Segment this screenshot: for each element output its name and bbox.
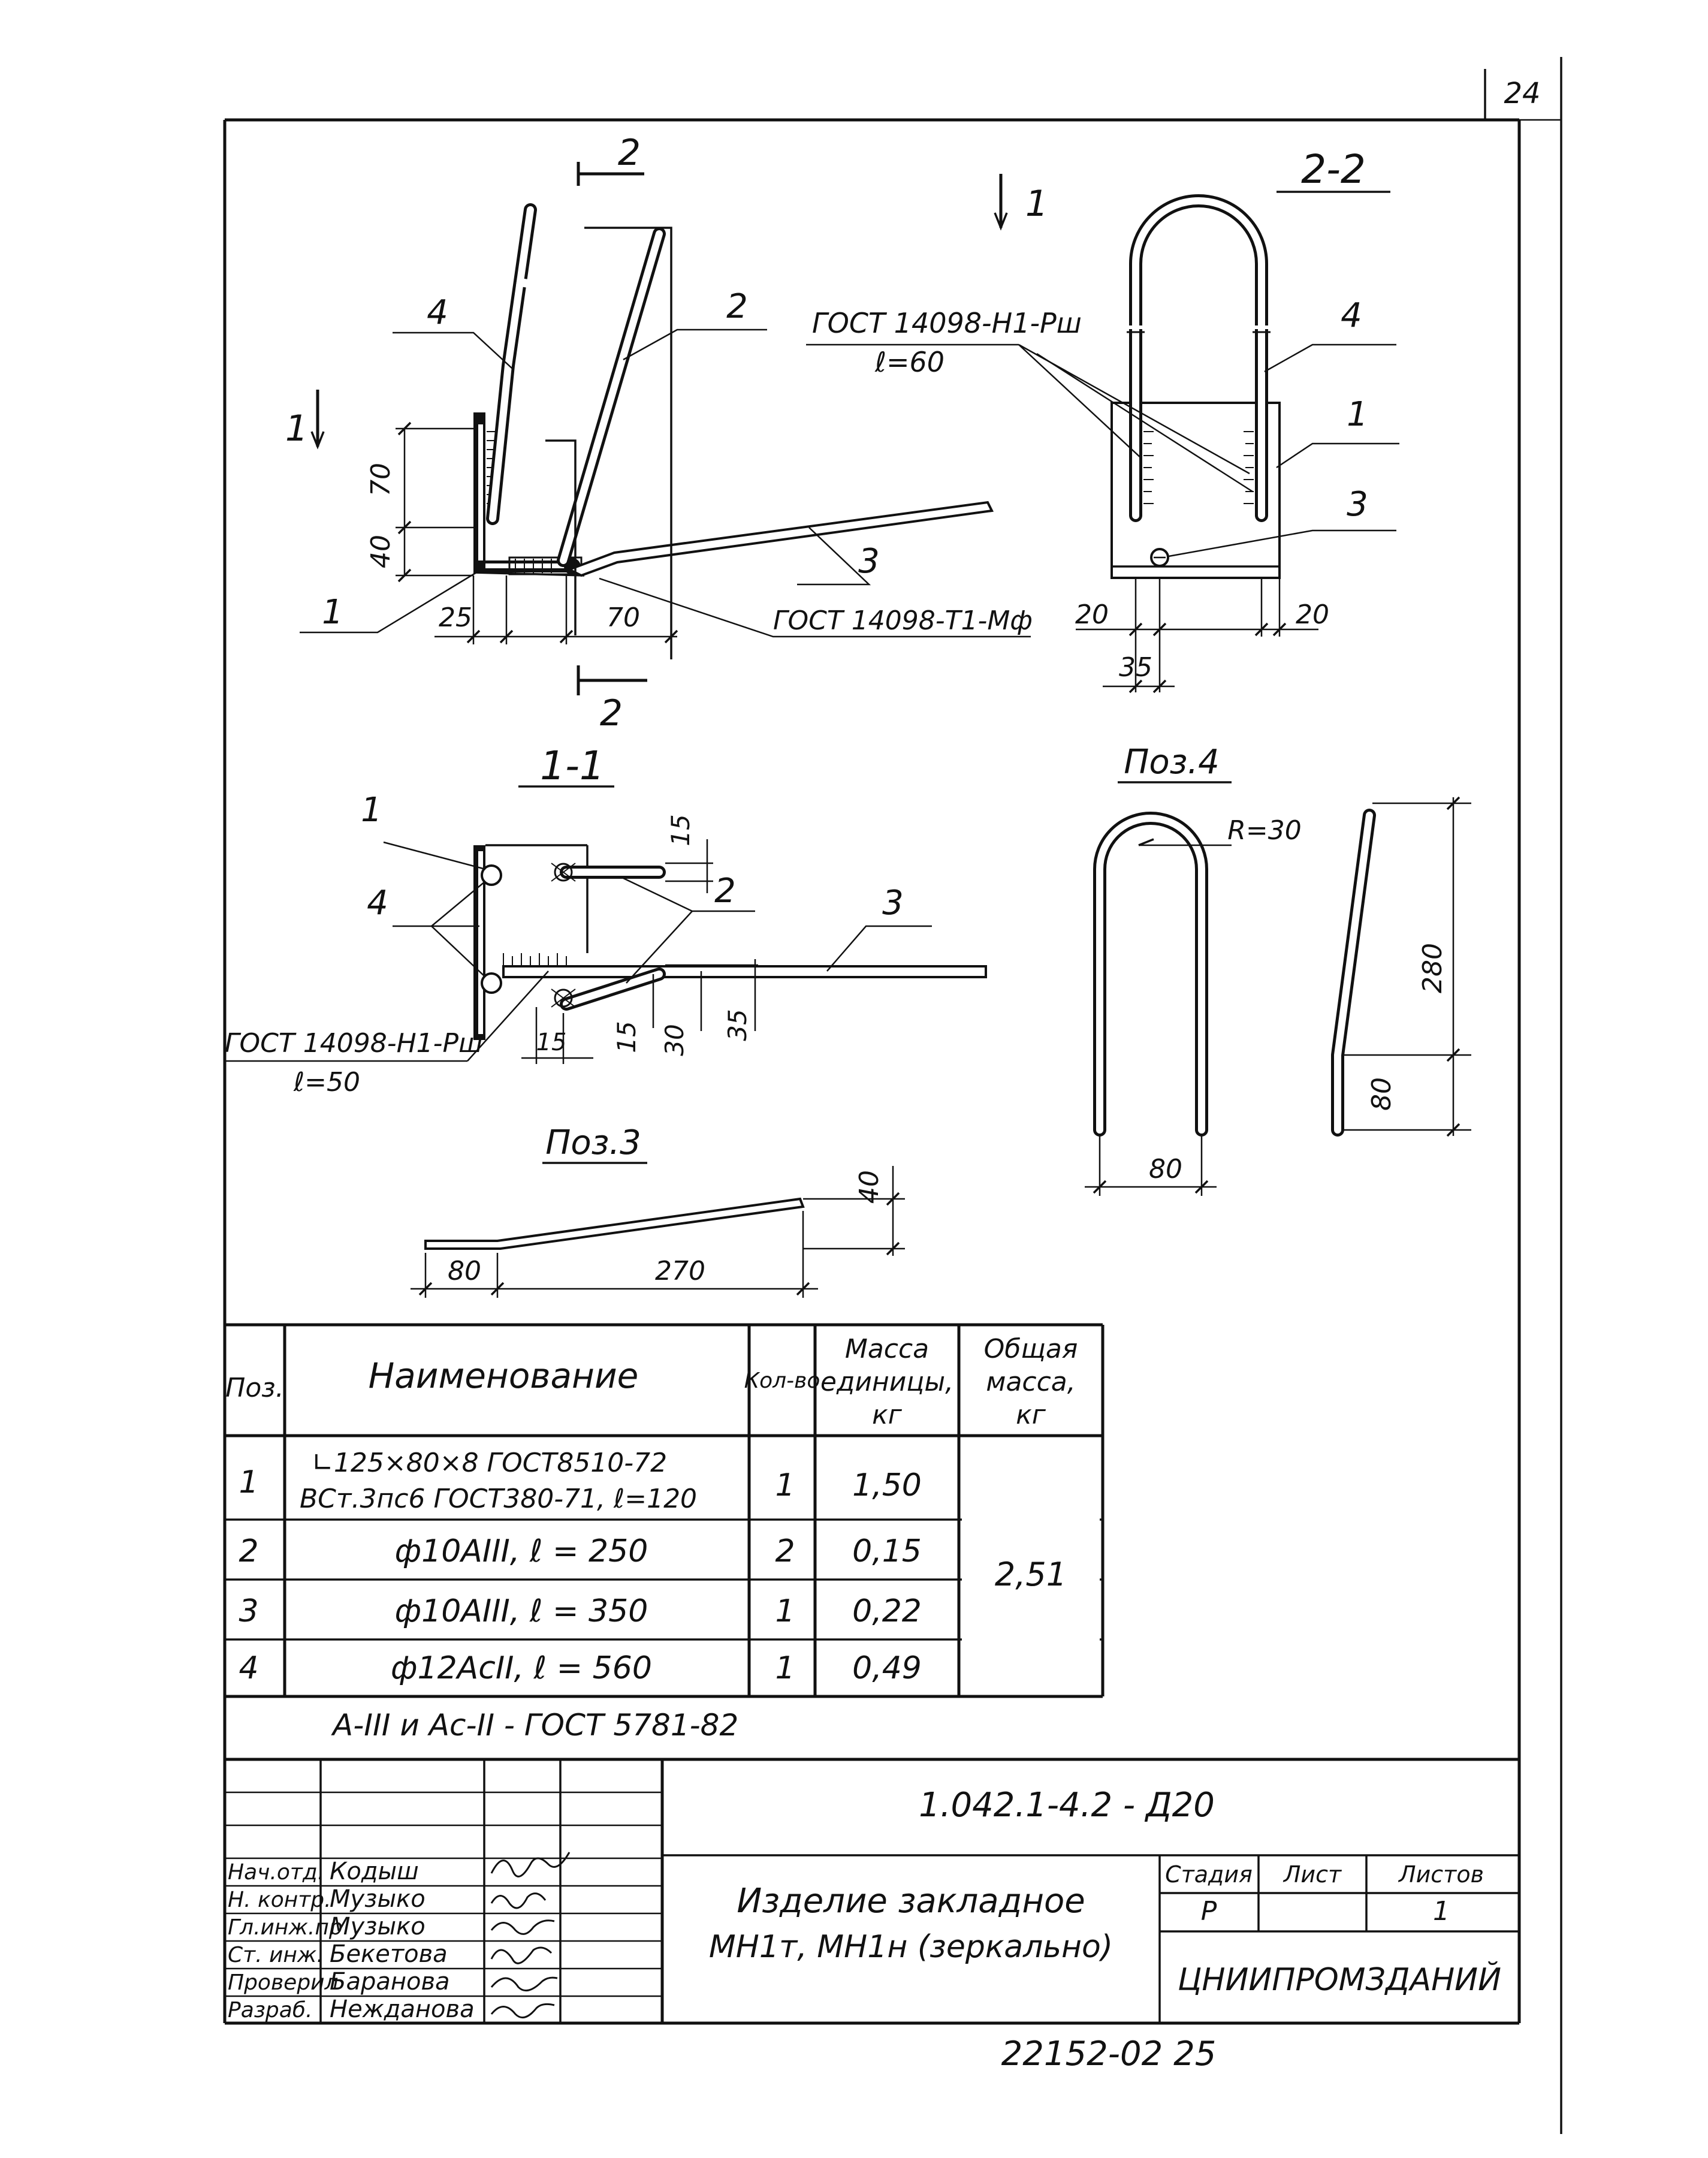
svg-text:30: 30 bbox=[660, 1024, 689, 1056]
svg-text:2: 2 bbox=[775, 1533, 795, 1569]
section-marker-2-bottom bbox=[578, 665, 647, 734]
section-marker-1-right bbox=[995, 174, 1048, 228]
svg-text:ГОСТ 14098-Н1-Рш: ГОСТ 14098-Н1-Рш bbox=[812, 307, 1082, 339]
pos-4-u-hook bbox=[1100, 818, 1202, 1130]
svg-text:1: 1 bbox=[1025, 183, 1049, 225]
svg-text:80: 80 bbox=[448, 1256, 481, 1286]
spec-header-unit-mass-3: кг bbox=[872, 1400, 902, 1430]
section-2-2-weld-hatch bbox=[1143, 432, 1254, 504]
signature-row bbox=[228, 1885, 426, 1913]
svg-text:15: 15 bbox=[612, 1021, 641, 1053]
svg-text:1: 1 bbox=[775, 1467, 795, 1503]
svg-text:3: 3 bbox=[1347, 485, 1368, 524]
handwritten-signatures bbox=[491, 1852, 569, 2018]
svg-text:35: 35 bbox=[1119, 652, 1152, 683]
svg-text:4: 4 bbox=[1341, 296, 1362, 335]
svg-text:40: 40 bbox=[854, 1170, 885, 1204]
spec-header-name: Наименование bbox=[368, 1355, 639, 1396]
signature-row bbox=[228, 1913, 426, 1940]
svg-text:25: 25 bbox=[439, 602, 472, 633]
leader-pos-4 bbox=[393, 293, 512, 369]
svg-text:70: 70 bbox=[366, 463, 396, 496]
svg-text:2: 2 bbox=[726, 287, 748, 326]
svg-text:1: 1 bbox=[1347, 395, 1368, 434]
svg-text:Разраб.: Разраб. bbox=[228, 1998, 313, 2023]
svg-text:35: 35 bbox=[723, 1009, 752, 1041]
svg-text:Кодыш: Кодыш bbox=[330, 1858, 419, 1885]
svg-text:Нач.отд.: Нач.отд. bbox=[228, 1860, 325, 1885]
svg-text:280: 280 bbox=[1417, 943, 1448, 993]
sheet-number: 24 bbox=[1504, 77, 1541, 110]
svg-text:20: 20 bbox=[1075, 599, 1109, 630]
svg-text:ГОСТ 14098-Н1-Рш: ГОСТ 14098-Н1-Рш bbox=[225, 1028, 483, 1059]
svg-text:2: 2 bbox=[617, 132, 641, 174]
svg-text:ф10АIII, ℓ = 250: ф10АIII, ℓ = 250 bbox=[394, 1533, 648, 1569]
spec-table bbox=[225, 1325, 1103, 1743]
section-2-2-u-bar bbox=[1136, 201, 1262, 516]
spec-header-total-mass-3: кг bbox=[1016, 1400, 1046, 1430]
svg-text:0,22: 0,22 bbox=[852, 1593, 922, 1629]
section-2-2-gost-leader bbox=[806, 307, 1253, 492]
svg-text:∟125×80×8 ГОСТ8510-72: ∟125×80×8 ГОСТ8510-72 bbox=[312, 1448, 668, 1478]
svg-text:1,50: 1,50 bbox=[852, 1467, 922, 1503]
svg-text:ℓ=60: ℓ=60 bbox=[875, 346, 945, 378]
leader-gost-t1 bbox=[599, 578, 1033, 637]
stage-value: Р bbox=[1200, 1896, 1217, 1927]
svg-text:4: 4 bbox=[427, 293, 448, 332]
spec-header-qty: Кол-во bbox=[744, 1369, 820, 1393]
table-row bbox=[239, 1650, 921, 1686]
svg-text:Н. контр.: Н. контр. bbox=[228, 1888, 331, 1912]
stage-label: Стадия bbox=[1165, 1861, 1253, 1888]
svg-text:Проверил: Проверил bbox=[228, 1970, 339, 1995]
svg-text:40: 40 bbox=[366, 535, 396, 568]
pos-3-detail bbox=[411, 1123, 905, 1298]
svg-text:1: 1 bbox=[775, 1650, 795, 1686]
section-1-1-leader-4 bbox=[367, 881, 485, 977]
dim-horizontal-25-70 bbox=[434, 575, 677, 644]
svg-text:ВСт.3пс6 ГОСТ380-71, ℓ=120: ВСт.3пс6 ГОСТ380-71, ℓ=120 bbox=[300, 1484, 698, 1514]
pos-3-bar bbox=[426, 1199, 803, 1249]
section-1-1-gost-leader bbox=[225, 971, 548, 1098]
title-line-2: МН1т, МН1н (зеркально) bbox=[708, 1929, 1113, 1965]
svg-text:0,49: 0,49 bbox=[852, 1650, 922, 1686]
sheets-label: Листов bbox=[1399, 1861, 1484, 1888]
svg-text:1: 1 bbox=[775, 1593, 795, 1629]
section-2-2-dims bbox=[1075, 578, 1329, 692]
signature-row bbox=[228, 1858, 419, 1885]
spec-header-total-mass-2: масса, bbox=[986, 1367, 1076, 1397]
svg-text:2: 2 bbox=[714, 872, 736, 911]
svg-text:3: 3 bbox=[239, 1593, 259, 1629]
signature-row bbox=[228, 1968, 450, 1996]
svg-text:15: 15 bbox=[666, 814, 695, 846]
spec-note: А-III и Ас-II - ГОСТ 5781-82 bbox=[333, 1708, 739, 1743]
title-line-1: Изделие закладное bbox=[737, 1882, 1085, 1921]
section-2-2-title: 2-2 bbox=[1301, 146, 1366, 192]
svg-text:R=30: R=30 bbox=[1227, 815, 1302, 846]
svg-text:3: 3 bbox=[882, 884, 904, 923]
svg-text:ф10АIII, ℓ = 350: ф10АIII, ℓ = 350 bbox=[394, 1593, 648, 1629]
pos-3-title: Поз.3 bbox=[545, 1123, 641, 1162]
section-1-1-title: 1-1 bbox=[540, 743, 605, 789]
svg-text:Гл.инж.пр.: Гл.инж.пр. bbox=[228, 1915, 350, 1940]
spec-header-unit-mass-2: единицы, bbox=[820, 1367, 954, 1397]
svg-text:3: 3 bbox=[858, 542, 880, 581]
section-1-1-dims bbox=[521, 814, 758, 1064]
svg-text:ГОСТ 14098-Т1-Мф: ГОСТ 14098-Т1-Мф bbox=[773, 605, 1033, 636]
elevation-view bbox=[285, 132, 1048, 734]
svg-text:15: 15 bbox=[536, 1029, 567, 1056]
spec-total-mass: 2,51 bbox=[994, 1556, 1067, 1593]
table-row bbox=[239, 1448, 921, 1514]
section-marker-1-left bbox=[285, 390, 324, 450]
title-block bbox=[225, 1759, 1519, 2023]
table-row bbox=[239, 1533, 921, 1569]
svg-text:Бекетова: Бекетова bbox=[330, 1940, 448, 1968]
svg-text:4: 4 bbox=[239, 1650, 259, 1686]
section-2-2-leader-1 bbox=[1277, 395, 1399, 468]
svg-text:1: 1 bbox=[285, 408, 309, 450]
signature-row bbox=[228, 1996, 475, 2023]
svg-text:ф12АсII, ℓ = 560: ф12АсII, ℓ = 560 bbox=[391, 1650, 652, 1686]
svg-text:1: 1 bbox=[361, 791, 382, 830]
svg-text:Ст. инж.: Ст. инж. bbox=[228, 1943, 324, 1967]
document-code: 1.042.1-4.2 - Д20 bbox=[919, 1786, 1215, 1825]
dim-vertical-70-40 bbox=[366, 423, 473, 581]
svg-text:70: 70 bbox=[606, 602, 640, 633]
section-1-1-bar-3 bbox=[503, 966, 986, 977]
section-marker-2-top bbox=[578, 132, 644, 186]
table-row bbox=[239, 1593, 921, 1629]
svg-text:Музыко: Музыко bbox=[330, 1885, 426, 1913]
section-1-1-weld-stars bbox=[551, 863, 575, 1007]
section-1-1-leader-1 bbox=[361, 791, 485, 869]
svg-text:4: 4 bbox=[367, 884, 388, 923]
spec-header-total-mass-1: Общая bbox=[983, 1334, 1078, 1364]
svg-text:2: 2 bbox=[239, 1533, 259, 1569]
svg-text:Музыко: Музыко bbox=[330, 1913, 426, 1940]
section-1-1-leader-3 bbox=[827, 884, 932, 971]
svg-text:ℓ=50: ℓ=50 bbox=[294, 1067, 361, 1098]
svg-text:1: 1 bbox=[239, 1464, 259, 1500]
sheet-label: Лист bbox=[1283, 1861, 1342, 1888]
pos-4-detail bbox=[1085, 743, 1471, 1196]
organization: ЦНИИПРОМЗДАНИЙ bbox=[1178, 1962, 1501, 1998]
svg-text:2: 2 bbox=[599, 692, 623, 734]
svg-text:0,15: 0,15 bbox=[852, 1533, 922, 1569]
section-2-2-leader-3 bbox=[1169, 485, 1396, 556]
spec-header-unit-mass-1: Масса bbox=[844, 1334, 930, 1364]
svg-text:1: 1 bbox=[322, 593, 343, 632]
svg-text:20: 20 bbox=[1296, 599, 1329, 630]
section-2-2-leader-4 bbox=[1265, 296, 1396, 372]
bar-pos-3 bbox=[569, 502, 992, 575]
signature-row bbox=[228, 1940, 448, 1968]
archive-number: 22152-02 25 bbox=[1001, 2035, 1217, 2073]
svg-text:270: 270 bbox=[655, 1256, 705, 1286]
sheets-value: 1 bbox=[1433, 1896, 1450, 1927]
spec-header-pos: Поз. bbox=[225, 1373, 284, 1403]
svg-text:Баранова: Баранова bbox=[330, 1968, 450, 1996]
svg-text:80: 80 bbox=[1149, 1154, 1182, 1185]
section-1-1 bbox=[225, 743, 986, 1098]
pos-4-title: Поз.4 bbox=[1124, 743, 1220, 782]
svg-text:80: 80 bbox=[1366, 1077, 1397, 1111]
svg-text:Нежданова: Нежданова bbox=[330, 1996, 475, 2023]
